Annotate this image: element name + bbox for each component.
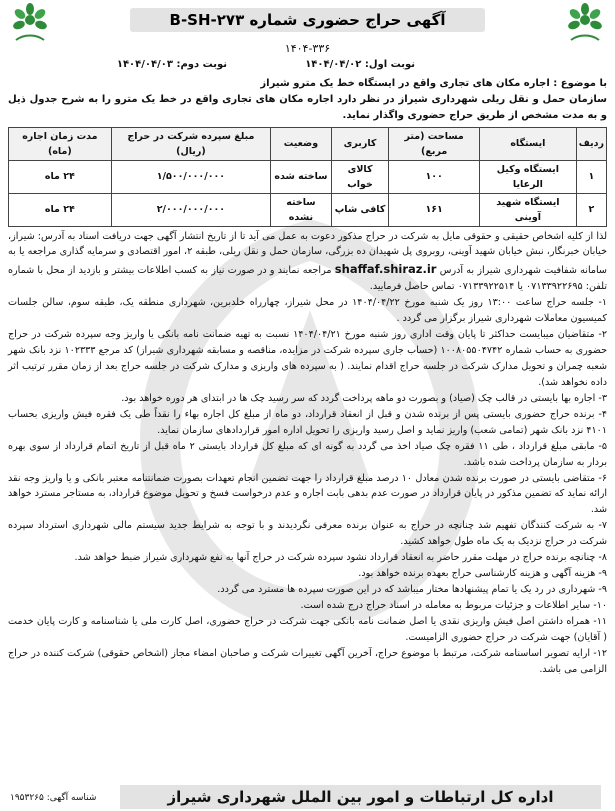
first-turn-date: نوبت اول: ۱۴۰۴/۰۴/۰۲ (305, 59, 415, 70)
header (0, 0, 615, 42)
list-item: ۹- شهرداری در رد یک یا تمام پیشنهادها مختار میباشد که در این صورت سپرده ها مسترد می گردد. (217, 584, 607, 595)
list-item: ۵- مابقی مبلغ قرارداد ، طی ۱۱ فقره چک صیاد اخذ می گردد به گونه ای که مبلغ کل قرارداد بایستی ۲ ماه قبل از تاریخ اتمام قرارداد از سوی بهره بردار به سازمان پرداخت شده باشد. (8, 440, 607, 468)
col-duration: مدت زمان اجاره (ماه) (9, 127, 112, 160)
table-cell: ۲۴ ماه (9, 160, 112, 193)
notice-content (8, 76, 607, 678)
col-station: ایستگاه (479, 127, 576, 160)
table-cell: ایستگاه شهید آوینی (479, 193, 576, 226)
list-item: ۶- متقاضی بایستی در صورت برنده شدن معادل ۱۰ درصد مبلغ قرارداد را جهت تضمین انجام تعهدات بصورت ضمانتنامه معتبر بانکی و یا واریز وجه نقد ارائه نماید که تضمین مذکور در پایان قرارداد در صورت عدم بدهی بابت اجاره و عدم درخواست فسخ و تحویل موضوع قرارداد، به مستاجر مسترد خواهد شد. (8, 472, 607, 516)
ad-id: شناسه آگهی: ۱۹۵۳۲۶۵ (10, 793, 97, 803)
table-cell: ۱/۵۰۰/۰۰۰/۰۰۰ (111, 160, 270, 193)
second-turn-date: نوبت دوم: ۱۴۰۴/۰۴/۰۳ (116, 59, 227, 70)
list-item: ۴- برنده حراج حضوری بایستی پس از برنده شدن و قبل از انعقاد قرارداد، دو ماه از مبلغ کل اجاره بهاء را نقداً طی یک فقره فیش واریزی بحساب ۴۱۰۱ نزد بانک شهر (تمامی شعب) واریز نماید و اصل رسید واریزی را تحویل اداره امور قراردادهای سازمان نماید. (8, 408, 607, 436)
notice-serial: ۱۴۰۴-۳۳۶ (284, 42, 331, 55)
issuer-name: اداره کل ارتباطات و امور بین الملل شهرداری شیراز (120, 785, 601, 809)
col-area: مساحت (متر مربع) (389, 127, 480, 160)
table-cell: ۲۴ ماه (9, 193, 112, 226)
table-header-row (9, 127, 607, 160)
list-item: ۲- متقاضیان میبایست حداکثر تا پایان وقت اداری روز شنبه مورخ ۱۴۰۴/۰۴/۲۱ نسبت به تهیه ضمانت نامه بانکی یا واریز وجه سپرده شرکت در حراج حضوری به حساب شماره ۱۰۰۸۰۵۵۰۴۷۴۲ (حساب جاری سپرده شرکت در مزایده، مناقصه و مسابقه شهرداری شیراز) کد مرجع ۱۰۲۳۳۳ نزد بانک شهر شعبه چمران و تحویل مدارک شرکت در جلسه حراج اقدام نمایند. ( به سپرده های واریزی و مدارک شرکت در جلسه حراج بعد از زمان مقرر ترتیب اثر داده نخواهد شد). (8, 329, 608, 389)
notice-subject: با موضوع : اجاره مکان های تجاری واقع در ایستگاه خط یک مترو شیراز (260, 78, 607, 89)
notice-body (8, 229, 607, 678)
list-item: ۸- چنانچه برنده حراج در مهلت مقرر حاضر به انعقاد قرارداد نشود سپرده شرکت در حراج آنها به نفع شهرداری شیراز ضبط خواهد شد. (74, 552, 607, 564)
table-row (9, 160, 607, 193)
col-row: ردیف (576, 127, 606, 160)
publish-dates (0, 58, 615, 72)
table-cell: ۲ (576, 193, 606, 226)
table-cell: ۱۶۱ (389, 193, 480, 226)
table-row (9, 193, 607, 226)
invitation-text: لذا از کلیه اشخاص حقیقی و حقوقی مایل به شرکت در حراج مذکور دعوت به عمل می آید تا از تاریخ انتشار آگهی جهت دریافت اسناد به آدرس: شیراز، خیابان خبرنگار، نبش خیابان شهید آوینی، روبروی پل شهیدان ده بزرگی، سازمان حمل و نقل ریلی، طبقه ۲، امور اقتصادی و سرمایه گذاری مراجعه یا به سامانه شفافیت شهرداری شیراز به آدرس (8, 230, 607, 277)
col-status: وضعیت (271, 127, 332, 160)
list-item: ۷- به شرکت کنندگان تفهیم شد چنانچه در حراج به عنوان برنده معرفی نگردیدند و با توجه به شرایط جدید سیستم مالی شهرداری استرداد سپرده شرکت در حراج نزدیک به یک ماه طول خواهد کشید. (8, 520, 607, 548)
col-usage: کاربری (331, 127, 389, 160)
invitation-contact: مراجعه نمایند و در صورت نیاز به کسب اطلاعات بیشتر و بازدید از محل با شماره تلفن: ۰۷۱۳۳۹۲۲۶۹۵ یا ۰۷۱۳۳۹۲۲۵۱۴ تماس حاصل فرمایید. (8, 265, 607, 293)
page-title: آگهی حراج حضوری شماره B-SH-۲۷۳ (130, 8, 485, 32)
list-item: ۱- جلسه حراج ساعت ۱۳:۰۰ روز یک شنبه مورخ ۱۴۰۴/۰۴/۲۲ در محل شیراز، چهارراه خلدبرین، شهرداری منطقه یک، طبقه سوم، سالن جلسات کمیسیون معاملات شهرداری شیراز برگزار می گردد . (8, 297, 607, 325)
list-item: ۱۲- ارایه تصویر اساسنامه شرکت، مرتبط با موضوع حراج، آخرین آگهی تغییرات شرکت و صاحبان امضاء مجاز (اشخاص حقوقی) شرکت کننده در حراج الزامی می باشد. (8, 647, 607, 675)
col-deposit: مبلغ سپرده شرکت در حراج (ریال) (111, 127, 270, 160)
table-cell: ایستگاه وکیل الرعایا (479, 160, 576, 193)
invitation-paragraph (8, 229, 607, 296)
table-cell: کافی شاپ (331, 193, 389, 226)
list-item: ۱۰- سایر اطلاعات و جزئیات مربوط به معامله در اسناد حراج درج شده است. (300, 599, 607, 611)
table-cell: کالای خواب (331, 160, 389, 193)
table-cell: ۲/۰۰۰/۰۰۰/۰۰۰ (111, 193, 270, 226)
transparency-site-link[interactable]: shaffaf.shiraz.ir (334, 262, 437, 277)
footer (0, 781, 615, 811)
table-cell: ۱ (576, 160, 606, 193)
list-item: ۹- هزینه آگهی و هزینه کارشناسی حراج بعهده برنده خواهد بود. (358, 568, 607, 580)
table-cell: ۱۰۰ (389, 160, 480, 193)
list-item: ۱۱- همراه داشتن اصل فیش واریزی نقدی یا اصل ضمانت نامه بانکی جهت شرکت در حراج حضوری، اصل کارت ملی یا شناسنامه و کارت پایان خدمت ( آقایان) جهت شرکت در حراج حضوری الزامیست. (8, 615, 607, 643)
list-item: ۳- اجاره بها بایستی در قالب چک (صیاد) و بصورت دو ماهه پرداخت گردد که سر رسید چک ها در ابتدای هر دوره خواهد بود. (121, 392, 607, 404)
items-table (8, 127, 607, 227)
table-cell: ساخته نشده (271, 193, 332, 226)
notice-intro: سازمان حمل و نقل ریلی شهرداری شیراز در نظر دارد اجاره مکان های تجاری واقع در خط یک مترو را به شرح جدول ذیل و به مدت مشخص از طریق حراج حضوری واگذار نماید. (8, 94, 607, 122)
table-cell: ساخته شده (271, 160, 332, 193)
